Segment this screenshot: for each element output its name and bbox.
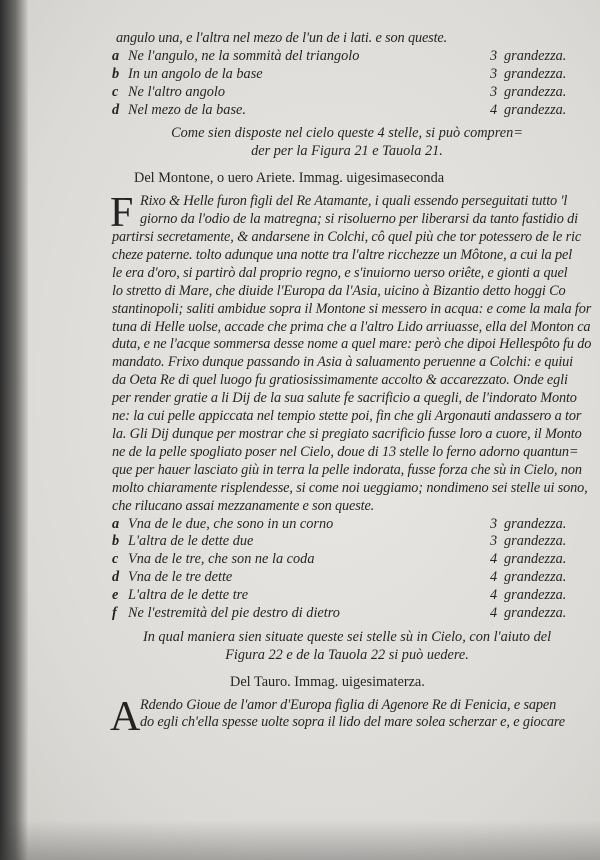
figure-caption: der per la Figura 21 e Tauola 21. [251, 143, 443, 160]
star-row [112, 516, 582, 534]
text-line: do egli ch'ella spesse uolte sopra il lido del mare solea scherzar e, e giocare [140, 714, 565, 731]
figure-caption: Come sien disposte nel cielo queste 4 stelle, si può compren= [171, 125, 523, 142]
star-row [112, 84, 582, 102]
star-list-ariete [112, 516, 582, 623]
star-magnitude-label: grandezza. [504, 604, 567, 621]
star-description: Vna de le due, che sono in un corno [128, 515, 334, 532]
star-magnitude-number: 3 [490, 65, 498, 82]
star-magnitude-label: grandezza. [504, 101, 567, 118]
text-line: partirsi secretamente, & andarsene in Colchi, cô quel più che tor potessero de le ric [112, 229, 582, 245]
star-magnitude-label: grandezza. [504, 47, 567, 64]
binding-gutter-shadow [0, 0, 28, 860]
star-magnitude-label: grandezza. [504, 551, 567, 568]
text-line: mandato. Frixo dunque passando in Asia à saluamento peruenne a Colchi: e quiui [112, 354, 573, 371]
drop-cap: F [110, 190, 134, 237]
text-line: lo stretto di Mare, che diuide l'Europa da l'Asia, uicino à Bizantio detto hoggi Co [112, 282, 566, 299]
star-description: Vna de le tre dette [128, 569, 233, 586]
star-letter: a [112, 47, 120, 64]
text-line: per render gratie a li Dij de la sua salute fe sacrificio a quegli, de l'indorato Monto [112, 390, 577, 407]
star-magnitude-number: 3 [490, 83, 498, 100]
text-line: che rilucano assai mezzanamente e son queste. [112, 497, 375, 514]
text-line: molto chiaramente risplendesse, si come noi ueggiamo; nondimeno sei stelle ui sono, [112, 479, 588, 496]
star-row [112, 533, 582, 551]
star-letter: a [112, 515, 120, 532]
star-magnitude-label: grandezza. [504, 515, 567, 532]
figure-caption: Figura 22 e de la Tauola 22 si può uedere. [225, 646, 469, 663]
star-row [112, 569, 582, 587]
text-line: Rixo & Helle furon figli del Re Atamante, i quali essendo perseguitati tutto 'l [140, 193, 568, 210]
star-row [112, 48, 582, 66]
star-letter: b [112, 533, 120, 550]
star-list-top [112, 48, 582, 120]
section-heading-ariete: Del Montone, o uero Ariete. Immag. uigesimaseconda [134, 170, 445, 187]
opening-line: angulo una, e l'altra nel mezo de l'un de i lati. e son queste. [116, 30, 448, 46]
star-description: Ne l'estremità del pie destro di dietro [128, 604, 340, 621]
star-description: Ne l'altro angolo [128, 83, 226, 100]
star-description: L'altra de le dette tre [128, 587, 249, 604]
star-magnitude-number: 4 [490, 604, 498, 621]
star-magnitude-label: grandezza. [504, 65, 567, 82]
star-magnitude-number: 3 [490, 533, 498, 550]
star-description: In un angolo de la base [128, 65, 263, 82]
star-letter: e [112, 587, 119, 604]
star-description: Vna de le tre, che son ne la coda [128, 551, 315, 568]
star-letter: d [112, 569, 120, 586]
tauro-paragraph [110, 693, 582, 740]
text-line: cheze paterne. tolto adunque una notte tra l'altre ricchezze un Môtone, a cui la pel [112, 246, 573, 263]
star-description: L'altra de le dette due [128, 533, 254, 550]
star-row [112, 102, 582, 120]
text-line: da Oeta Re di quel luogo fu gratiosissimamente accolto & accarezzato. Onde egli [112, 372, 568, 389]
star-row [112, 551, 582, 569]
star-magnitude-number: 4 [490, 551, 498, 568]
star-magnitude-label: grandezza. [504, 83, 567, 100]
drop-cap: A [110, 693, 141, 740]
star-magnitude-number: 4 [490, 569, 498, 586]
star-letter: c [112, 551, 119, 568]
star-letter: c [112, 83, 119, 100]
text-line: que per hauer lasciato giù in terra la pelle indorata, fusse forza che sù in Cielo, non [112, 461, 582, 478]
star-row [112, 605, 582, 623]
star-row [112, 587, 582, 605]
text-line: ne de la pelle spogliato poser nel Cielo, doue di 13 stelle lo ferno adorno quantun= [112, 443, 579, 460]
star-magnitude-number: 3 [490, 515, 498, 532]
page-text [110, 30, 592, 740]
text-line: ne: la cui pelle appiccata nel tempio stette poi, fin che gli Argonauti andassero a tor [112, 408, 582, 425]
text-line: duta, e ne l'acque sommersa desse nome a quel mare: però che dipoi Hellespôto fu do [112, 336, 592, 353]
star-description: Ne l'angulo, ne la sommità del triangolo [128, 47, 360, 64]
star-row [112, 66, 582, 84]
star-magnitude-number: 4 [490, 101, 498, 118]
star-magnitude-label: grandezza. [504, 569, 567, 586]
text-line: le era d'oro, si partirò dal proprio regno, e s'inuiorno uerso oriête, e gionti a quel [112, 264, 568, 281]
star-description: Nel mezo de la base. [128, 101, 246, 118]
star-letter: b [112, 65, 120, 82]
page-bottom-shadow [0, 820, 600, 860]
section-heading-tauro: Del Tauro. Immag. uigesimaterza. [230, 673, 425, 690]
text-line: giorno da l'odio de la matregna; si risoluerno per liberarsi da tanto fastidio di [140, 211, 578, 228]
ariete-paragraph [110, 190, 592, 515]
star-letter: d [112, 101, 120, 118]
star-magnitude-number: 4 [490, 587, 498, 604]
text-line: la. Gli Dij dunque per mostrar che si pregiato sacrificio fusse loro a cuore, il Monto [112, 425, 582, 442]
figure-caption: In qual maniera sien situate queste sei stelle sù in Cielo, con l'aiuto del [142, 628, 552, 645]
star-letter: f [112, 604, 117, 621]
star-magnitude-label: grandezza. [504, 533, 567, 550]
text-line: tuna di Helle uolse, accade che prima che a l'altro Lido arriuasse, ella del Monton ca [112, 318, 591, 335]
star-magnitude-label: grandezza. [504, 587, 567, 604]
text-line: stantinopoli; saliti ambidue sopra il Montone si messero in acqua: e come la mala for [112, 300, 592, 317]
text-line: Rdendo Gioue de l'amor d'Europa figlia di Agenore Re di Fenicia, e sapen [140, 696, 557, 713]
star-magnitude-number: 3 [490, 47, 498, 64]
